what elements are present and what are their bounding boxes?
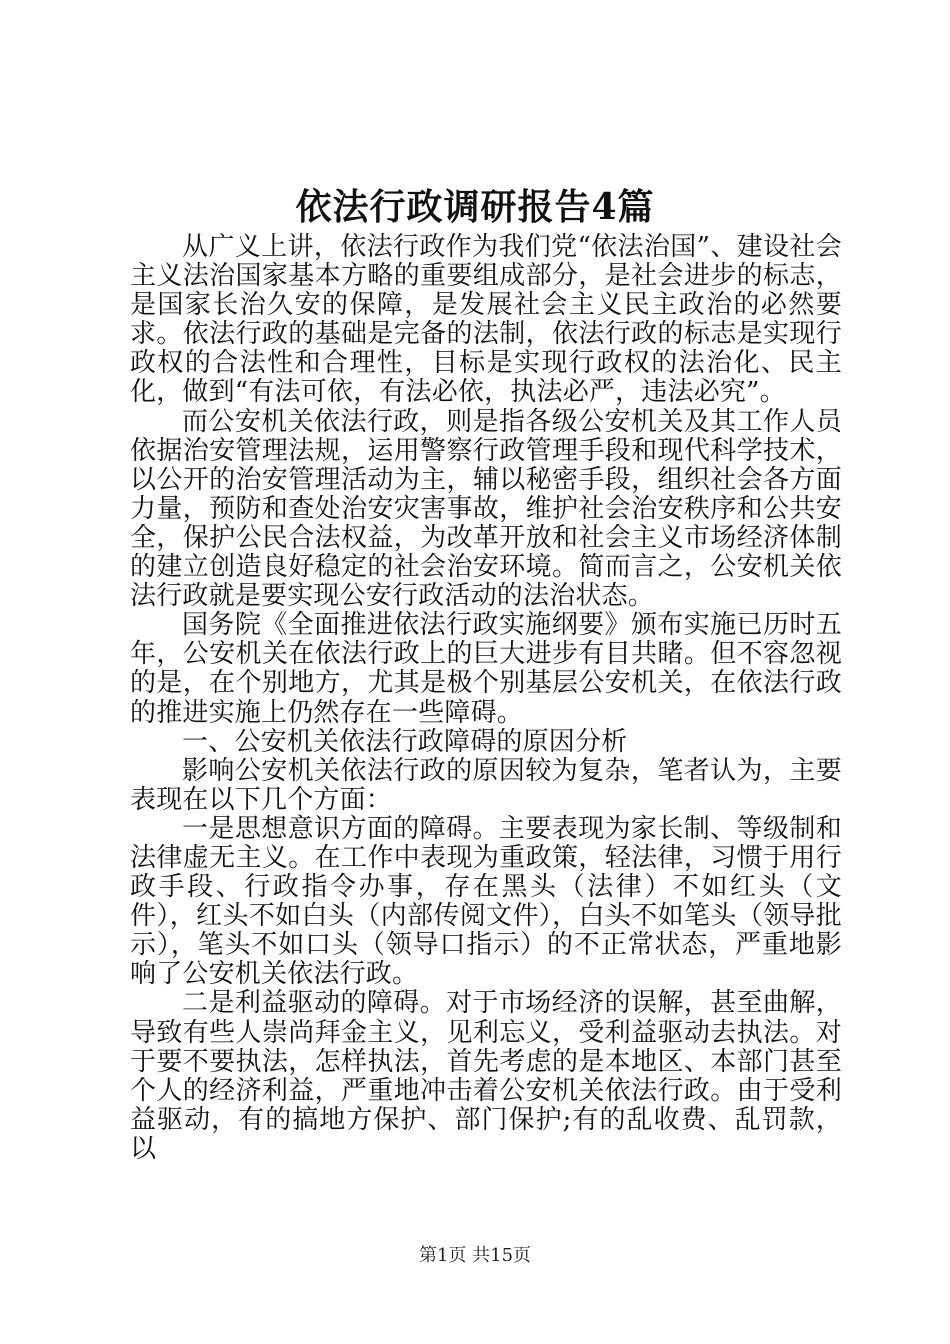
- paragraph-5: 一是思想意识方面的障碍。主要表现为家长制、等级制和法律虚无主义。在工作中表现为重政策，轻法律，习惯于用行政手段、行政指令办事，存在黑头（法律）不如红头（文件），红头不如白头（内部传阅文件），白头不如笔头（领导批示），笔头不如口头（领导口指示）的不正常状态，严重地影响了公安机关依法行政。: [130, 813, 842, 990]
- section-heading: 一、公安机关依法行政障碍的原因分析: [182, 726, 628, 757]
- paragraph-1: 从广义上讲，依法行政作为我们党“依法治国”、建设社会主义法治国家基本方略的重要组成部分，是社会进步的标志，是国家长治久安的保障，是发展社会主义民主政治的必然要求。依法行政的基础是完备的法制，依法行政的标志是实现行政权的合法性和合理性，目标是实现行政权的法治化、民主化，做到“有法可依，有法必依，执法必严，违法必究”。: [130, 232, 842, 408]
- paragraph-4: 影响公安机关依法行政的原因较为复杂，笔者认为，主要表现在以下几个方面：: [130, 755, 842, 815]
- document-title: 依法行政调研报告4篇: [295, 186, 655, 228]
- paragraph-6: 二是利益驱动的障碍。对于市场经济的误解，甚至曲解，导致有些人崇尚拜金主义，见利忘义，受利益驱动去执法。对于要不要执法，怎样执法，首先考虑的是本地区、本部门甚至个人的经济利益，严重地冲击着公安机关依法行政。由于受利益驱动，有的搞地方保护、部门保护;有的乱收费、乱罚款，以: [130, 988, 842, 1164]
- page-number: 第1页 共15页: [418, 1245, 532, 1266]
- paragraph-3: 国务院《全面推进依法行政实施纲要》颁布实施已历时五年，公安机关在依法行政上的巨大进步有目共睹。但不容忽视的是，在个别地方，尤其是极个别基层公安机关，在依法行政的推进实施上仍然存在一些障碍。: [130, 610, 842, 728]
- paragraph-2: 而公安机关依法行政，则是指各级公安机关及其工作人员依据治安管理法规，运用警察行政管理手段和现代科学技术，以公开的治安管理活动为主，辅以秘密手段，组织社会各方面力量，预防和查处治安灾害事故，维护社会治安秩序和公共安全，保护公民合法权益，为改革开放和社会主义市场经济体制的建立创造良好稳定的社会治安环境。简而言之，公安机关依法行政就是要实现公安行政活动的法治状态。: [130, 406, 842, 612]
- document-body: [130, 233, 842, 1164]
